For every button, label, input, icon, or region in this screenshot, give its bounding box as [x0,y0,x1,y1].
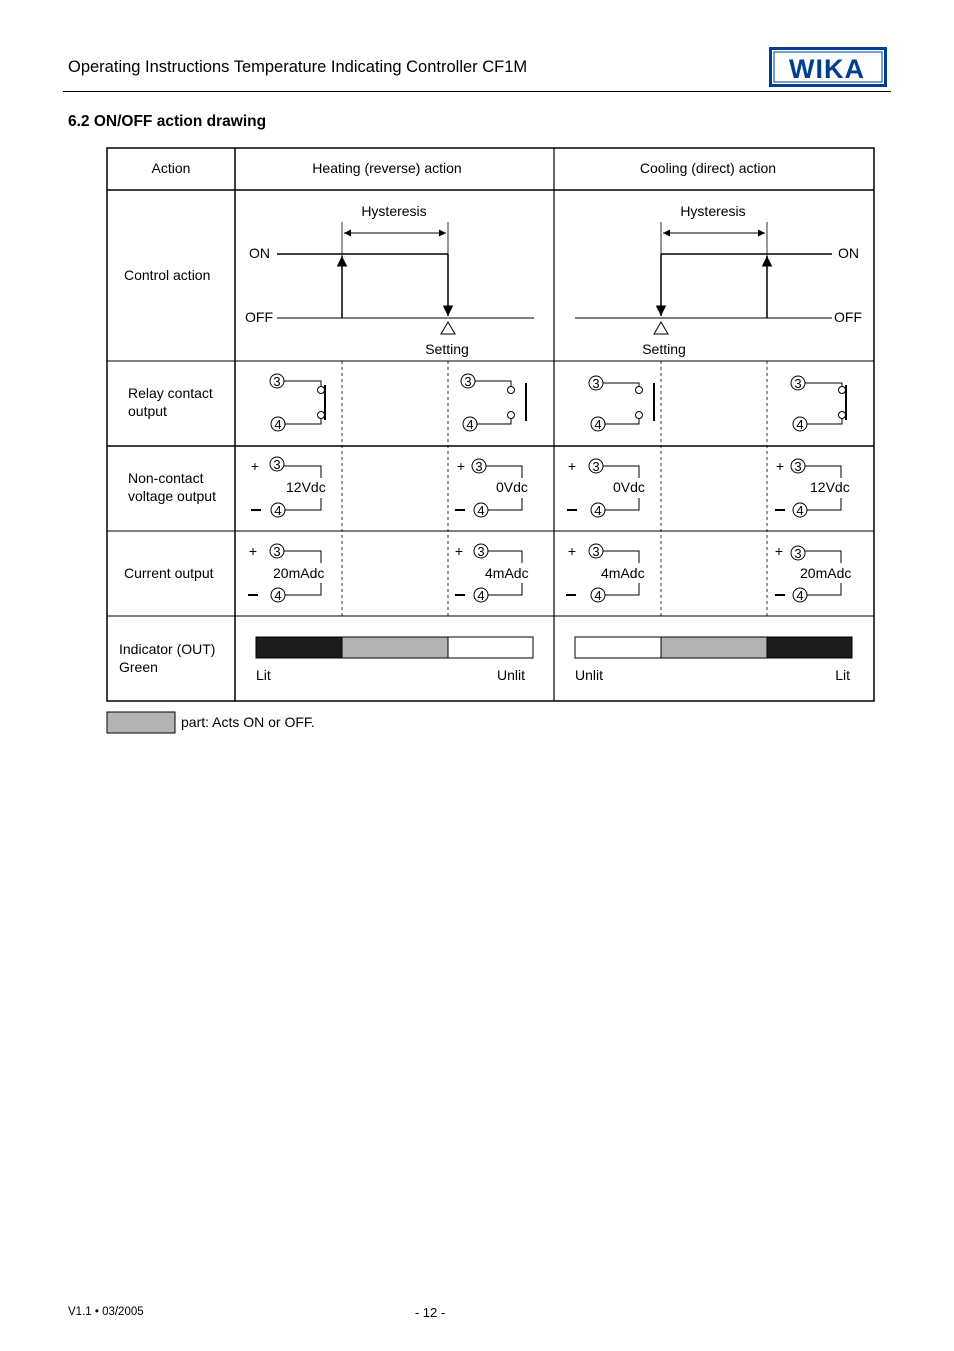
voltage-cooling-off-t3: 3 [592,459,600,474]
indicator-cooling-lit [767,637,852,658]
voltage-heating-on-t3: 3 [273,457,281,472]
current-cooling-on-value: 20mAdc [800,565,852,581]
row-label-relay-2: output [128,403,167,419]
voltage-heating-off-plus: + [456,458,466,474]
relay-heating-closed-t3: 3 [273,374,281,389]
current-cooling-on-t4: 4 [796,588,804,603]
voltage-cooling-off-plus: + [567,458,577,474]
heating-on-label: ON [249,245,270,261]
current-cooling-off-value: 4mAdc [601,565,645,581]
current-heating-on-value: 20mAdc [273,565,325,581]
cooling-setting-triangle [654,322,668,334]
heating-control-diagram [245,203,534,357]
relay-heating-closed-t4: 4 [274,417,282,432]
relay-cooling-open-t3: 3 [592,376,600,391]
current-cooling-on-t3: 3 [794,546,802,561]
row-label-voltage-2: voltage output [128,488,216,504]
voltage-heating-off-value: 0Vdc [496,479,528,495]
indicator-heating-lit [256,637,342,658]
document-title: Operating Instructions Temperature Indicating Controller CF1M [68,58,528,76]
relay-heating-open-t4: 4 [466,417,474,432]
row-label-indicator-2: Green [119,659,158,675]
voltage-cooling-off-value: 0Vdc [613,479,645,495]
current-heating-on-t4: 4 [274,588,282,603]
current-cooling-off-t3: 3 [592,544,600,559]
current-heating-off-t4: 4 [477,588,485,603]
relay-cooling-closed-t4: 4 [796,417,804,432]
logo-text: WIKA [789,54,865,84]
current-heating-on-t3: 3 [273,544,281,559]
voltage-heating-on-plus: + [250,458,260,474]
voltage-cooling-on-value: 12Vdc [810,479,850,495]
voltage-cooling-on-t4: 4 [796,503,804,518]
voltage-cooling-on-plus: + [775,458,785,474]
current-heating-on-plus: + [248,543,258,559]
heating-setting-label: Setting [425,341,469,357]
indicator-heating-left-label: Lit [256,667,271,683]
heating-setting-triangle [441,322,455,334]
voltage-cooling-off-t4: 4 [594,503,602,518]
indicator-heating-acts [342,637,448,658]
current-cooling-off-plus: + [567,543,577,559]
cooling-hysteresis-label: Hysteresis [680,203,746,219]
voltage-heating-on-t4: 4 [274,503,282,518]
column-header-action: Action [151,160,191,176]
indicator-cooling-unlit [575,637,661,658]
current-heating-off-value: 4mAdc [485,565,529,581]
indicator-heating-right-label: Unlit [496,667,525,683]
cooling-control-diagram [575,203,862,357]
indicator-cooling-left-label: Unlit [575,667,604,683]
relay-cooling-open-t4: 4 [594,417,602,432]
current-cooling-on-plus: + [774,543,784,559]
relay-heating-open-t3: 3 [464,374,472,389]
voltage-heating-off-t3: 3 [475,459,483,474]
indicator-cooling-right-label: Lit [835,667,850,683]
row-label-relay-1: Relay contact [128,385,213,401]
row-label-voltage-1: Non-contact [128,470,204,486]
heating-hysteresis-label: Hysteresis [361,203,427,219]
current-cooling-off-t4: 4 [594,588,602,603]
column-header-cooling: Cooling (direct) action [639,160,777,176]
indicator-cooling-acts [661,637,767,658]
relay-cooling-closed-t3: 3 [794,376,802,391]
cooling-on-label: ON [838,245,859,261]
column-header-heating: Heating (reverse) action [312,160,462,176]
legend-swatch [107,712,175,733]
indicator-heating-unlit [448,637,533,658]
cooling-off-label: OFF [834,309,862,325]
cooling-setting-label: Setting [642,341,686,357]
heating-off-label: OFF [245,309,273,325]
voltage-heating-on-value: 12Vdc [286,479,326,495]
current-heating-off-t3: 3 [477,544,485,559]
voltage-cooling-on-t3: 3 [794,459,802,474]
legend-text: part: Acts ON or OFF. [181,714,315,730]
current-heating-off-plus: + [454,543,464,559]
footer-version: V1.1 • 03/2005 [68,1306,144,1318]
row-label-control-action: Control action [124,267,211,283]
voltage-heating-off-t4: 4 [477,503,485,518]
row-label-current: Current output [124,565,214,581]
row-label-indicator-1: Indicator (OUT) [119,641,216,657]
indicator-heating-bar [256,637,533,658]
indicator-cooling-bar [575,637,852,658]
section-title: 6.2 ON/OFF action drawing [68,113,267,130]
footer-page-number: - 12 - [414,1305,446,1320]
